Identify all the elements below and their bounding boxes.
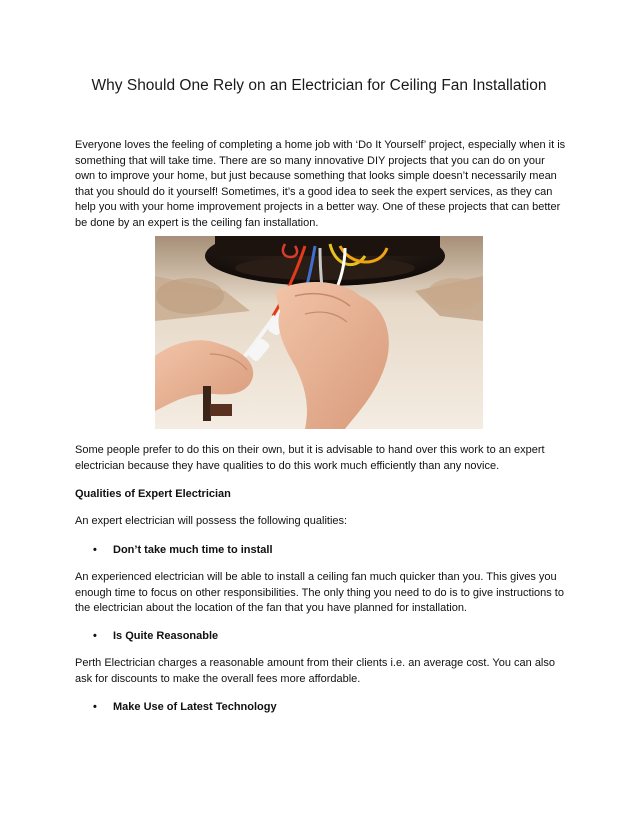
bullet-item-reasonable [93, 629, 218, 644]
hands-connecting-ceiling-fan-wires-photo [155, 236, 483, 429]
bullet-item-technology [93, 700, 277, 715]
bullet-label: Make Use of Latest Technology [113, 701, 277, 713]
intro-paragraph: Everyone loves the feeling of completing a home job with ‘Do It Yourself’ project, especially when it is something that will take time. There are so many innovative DIY projects that you can do on your own to improve your home, but just because something that looks simple doesn’t necessarily mean that you should do it yourself! Sometimes, it’s a good idea to seek the expert services, as they can help you with your home improvement projects in a better way. One of these projects that can better be done by an expert is the ceiling fan installation. [75, 139, 566, 229]
page-title: Why Should One Rely on an Electrician for Ceiling Fan Installation [91, 77, 547, 94]
bullet-icon: • [93, 630, 97, 642]
time-paragraph: An experienced electrician will be able to install a ceiling fan much quicker than you. This gives you enough time to focus on other responsibilities. The only thing you need to do is to give instructions to the electrician about the location of the fan that you have planned for installation. [75, 571, 564, 614]
advice-paragraph: Some people prefer to do this on their own, but it is advisable to hand over this work to an expert electrician because they have qualities to do this work much efficiently than any novice. [75, 444, 545, 472]
section-heading: Qualities of Expert Electrician [75, 488, 231, 500]
bullet-label: Don’t take much time to install [113, 544, 273, 556]
bullet-label: Is Quite Reasonable [113, 630, 219, 642]
bullet-icon: • [93, 701, 97, 713]
bullet-icon: • [93, 544, 97, 556]
cost-paragraph: Perth Electrician charges a reasonable amount from their clients i.e. an average cost. You can also ask for discounts to make the overall fees more affordable. [75, 657, 555, 685]
section-intro: An expert electrician will possess the following qualities: [75, 515, 348, 527]
bullet-item-time [93, 543, 273, 558]
